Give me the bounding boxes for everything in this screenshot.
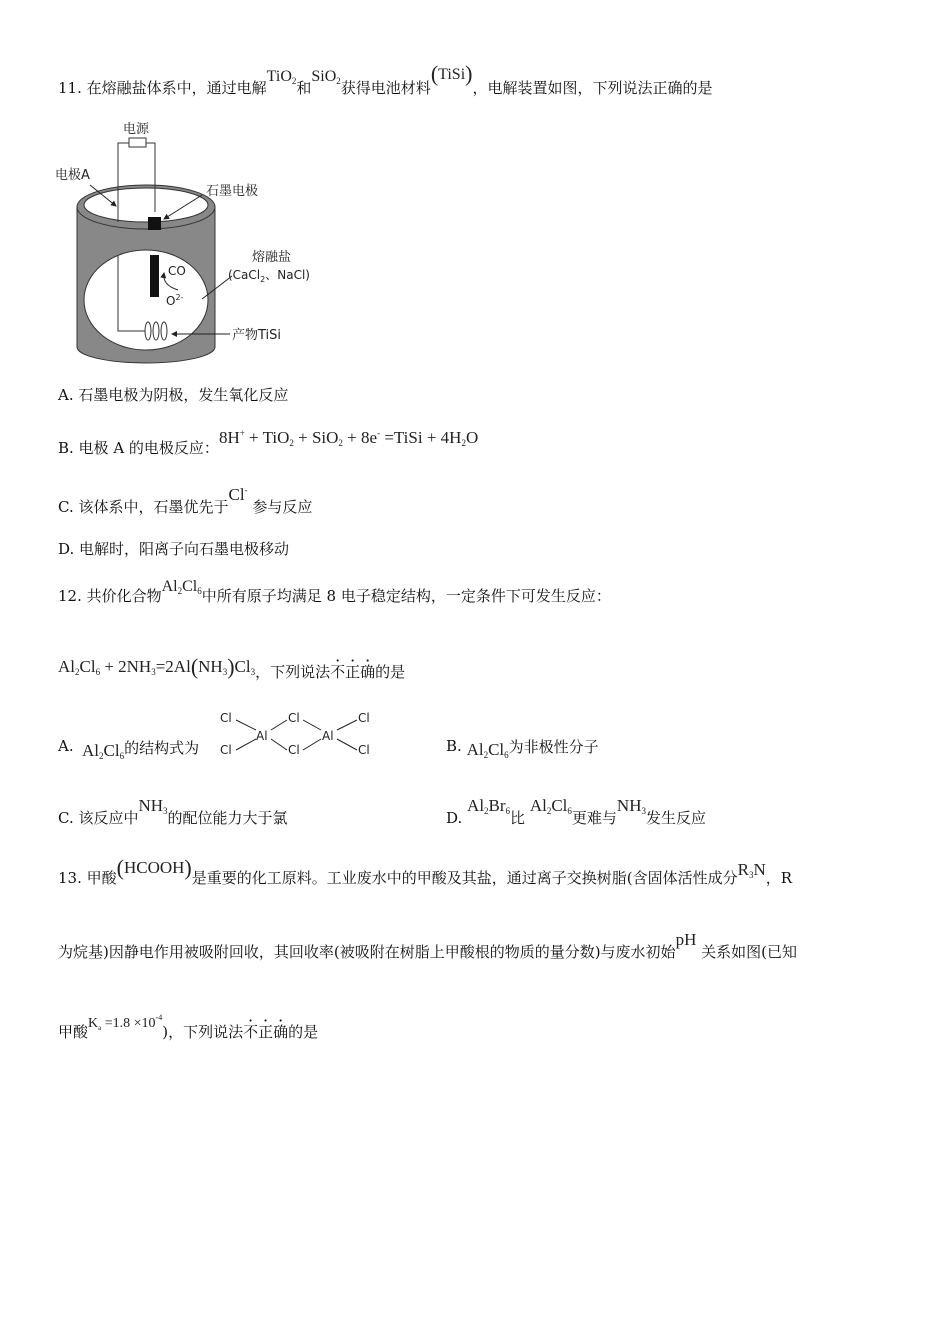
formula-cl-ion: Cl- [228, 485, 248, 504]
label-ph: pH [675, 930, 697, 949]
q11-stem: 11. 在熔融盐体系中，通过电解TiO$_2$和SiO$_2$获得电池材料(TiSi)，电解装置如图，下列说法正确的是 [58, 61, 713, 97]
formula-hcooh: (HCOOH) [116, 855, 192, 880]
q12-option-a: A. [58, 737, 74, 755]
electrolysis-diagram [50, 115, 350, 375]
label-product: 产物TiSi [232, 328, 282, 343]
label-molten-salt: 熔融盐 [252, 250, 292, 265]
q11-option-d: D. 电解时，阳离子向石墨电极移动 [58, 540, 290, 558]
formula-sio2: SiO$_2$ [311, 68, 341, 86]
label-power: 电源 [123, 122, 150, 137]
q13-line-2: 为烷基)因静电作用被吸附回收，其回收率(被吸附在树脂上甲酸根的物质的量分数)与废水初始pH 关系如图(已知 [58, 930, 797, 961]
svg-text:Cl: Cl [358, 711, 370, 725]
svg-text:Cl: Cl [288, 711, 300, 725]
graphite-electrode-top [148, 217, 161, 230]
q12-option-d: D. $Al_2Br_6$比 $Al_2Cl_6$更难与$NH_3$发生反应 [446, 796, 706, 827]
svg-text:Al: Al [256, 729, 268, 743]
label-co: CO [168, 264, 186, 278]
formula-tisi: (TiSi) [430, 61, 473, 86]
svg-text:Cl: Cl [220, 711, 232, 725]
label-salt-formula: (CaCl$_2$、NaCl) [228, 268, 310, 284]
formula-ka: $K_a =1.8 \times 10^{-4}$ [88, 1013, 163, 1032]
emphasis-not-correct-2: 不正确 [243, 1023, 289, 1041]
q13-line-1: 13. 甲酸(HCOOH)是重要的化工原料。工业废水中的甲酸及其盐，通过离子交换树脂(含固体活性成分$R_3N$，R [58, 855, 793, 887]
svg-text:Cl: Cl [220, 743, 232, 757]
formula-r3n: $R_3N$ [737, 860, 766, 880]
formula-tio2: TiO$_2$ [266, 68, 297, 86]
svg-text:Al: Al [322, 729, 334, 743]
svg-text:Cl: Cl [358, 743, 370, 757]
q12-option-a-body: $Al_2Cl_6$的结构式为 [82, 739, 200, 761]
svg-text:Cl: Cl [288, 743, 300, 757]
label-electrode-a: 电极A [55, 168, 90, 183]
q11-option-a: A. 石墨电极为阴极，发生氧化反应 [58, 386, 289, 404]
power-source [129, 138, 146, 147]
graphite-rod [150, 255, 159, 297]
label-graphite: 石墨电极 [206, 184, 259, 199]
q12-equation-line: $Al_2Cl_6 + 2NH_3=2Al(NH_3)Cl_3$，下列说法不正确的是 [58, 654, 406, 681]
q11-option-c: C. 该体系中，石墨优先于Cl- 参与反应 [58, 485, 313, 516]
q11-b-equation: 8H+ + TiO$_2$ + SiO$_2$ + 8e- =TiSi + $4H_2O$ [218, 428, 479, 448]
q12-option-b: B. $Al_2Cl_6$为非极性分子 [446, 737, 599, 760]
q12-equation: $Al_2Cl_6 + 2NH_3=2Al(NH_3)Cl_3$ [58, 654, 256, 679]
q13-line-3: 甲酸$K_a =1.8 \times 10^{-4}$)，下列说法不正确的是 [58, 1013, 319, 1041]
al2cl6-structure [214, 707, 384, 759]
formula-al2cl6: $Al_2Cl_6$ [161, 578, 202, 596]
q11-option-b: B. 电极 A 的电极反应：8H+ + TiO$_2$ + SiO$_2$ + 8e- =TiSi + $4H_2O$ [58, 428, 479, 457]
label-o2: $O^{2-}$ [166, 293, 184, 308]
emphasis-not-correct: 不正确 [330, 663, 376, 681]
q12-stem: 12. 共价化合物$Al_2Cl_6$中所有原子均满足 8 电子稳定结构，一定条件下可发生反应： [58, 578, 611, 605]
q12-option-c: C. 该反应中$NH_3$的配位能力大于氯 [58, 796, 288, 827]
